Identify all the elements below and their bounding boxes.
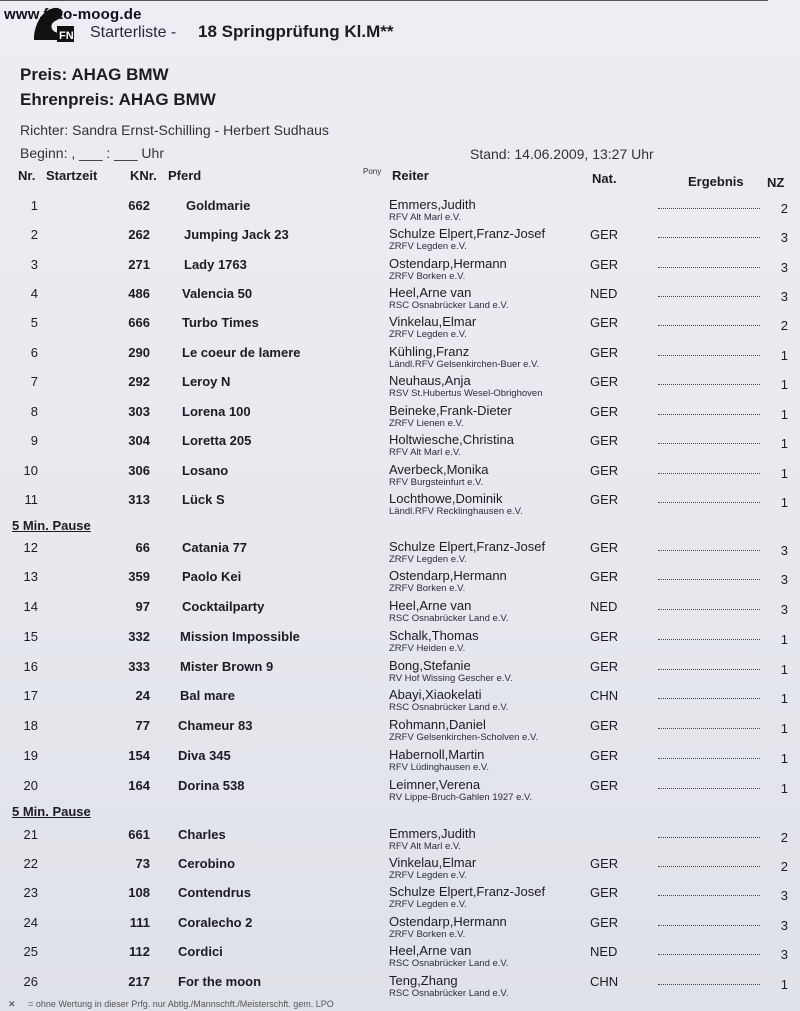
row-nr: 4 xyxy=(30,286,38,301)
row-verein: RFV Alt Marl e.V. xyxy=(389,447,461,458)
row-nat: GER xyxy=(590,540,619,555)
row-reiter: Vinkelau,Elmar xyxy=(389,855,477,870)
row-nr: 1 xyxy=(30,198,38,213)
row-nz: 1 xyxy=(780,495,788,510)
row-verein: ZRFV Lienen e.V. xyxy=(389,418,464,429)
row-knr: 111 xyxy=(129,915,150,930)
row-reiter: Lochthowe,Dominik xyxy=(389,491,503,506)
row-verein: ZRFV Borken e.V. xyxy=(389,583,466,594)
row-nr: 25 xyxy=(23,944,38,959)
col-nat: Nat. xyxy=(592,171,617,186)
row-nat: GER xyxy=(590,463,619,478)
row-nz: 1 xyxy=(780,781,788,796)
row-nat: NED xyxy=(590,286,618,301)
row-nz: 1 xyxy=(780,691,788,706)
row-reiter: Emmers,Judith xyxy=(389,197,476,212)
row-ergebnis-blank xyxy=(658,757,760,759)
row-knr: 292 xyxy=(128,374,150,389)
beginn: Beginn: , ___ : ___ Uhr xyxy=(20,145,164,161)
row-ergebnis-blank xyxy=(658,697,760,699)
row-verein: RFV Burgsteinfurt e.V. xyxy=(389,477,484,488)
table-row xyxy=(0,854,800,884)
row-knr: 333 xyxy=(128,659,150,674)
row-nat: GER xyxy=(590,915,619,930)
row-knr: 217 xyxy=(128,974,150,989)
page-title: 18 Springprüfung Kl.M** xyxy=(198,22,394,41)
table-row xyxy=(0,431,800,461)
table-row xyxy=(0,627,800,657)
row-nz: 3 xyxy=(780,947,788,962)
row-nr: 16 xyxy=(23,659,38,674)
table-row xyxy=(0,686,800,716)
table-row xyxy=(0,776,800,806)
row-verein: ZRFV Borken e.V. xyxy=(389,271,466,282)
row-ergebnis-blank xyxy=(658,295,760,297)
row-reiter: Leimner,Verena xyxy=(389,777,481,792)
row-verein: RSC Osnabrücker Land e.V. xyxy=(389,702,509,713)
row-reiter: Schalk,Thomas xyxy=(389,628,479,643)
row-verein: Ländl.RFV Gelsenkirchen-Buer e.V. xyxy=(389,359,540,370)
row-ergebnis-blank xyxy=(658,894,760,896)
row-ergebnis-blank xyxy=(658,413,760,415)
row-reiter: Ostendarp,Hermann xyxy=(389,914,507,929)
row-pferd: Bal mare xyxy=(180,688,235,703)
row-reiter: Ostendarp,Hermann xyxy=(389,256,507,271)
row-pferd: Chameur 83 xyxy=(178,718,253,733)
col-ergebnis: Ergebnis xyxy=(688,174,744,189)
row-nz: 3 xyxy=(780,543,788,558)
row-nr: 14 xyxy=(23,599,38,614)
row-nr: 3 xyxy=(30,257,38,272)
row-nat: GER xyxy=(590,718,619,733)
row-verein: ZRFV Legden e.V. xyxy=(389,241,467,252)
table-row xyxy=(0,196,800,226)
row-nz: 2 xyxy=(780,830,788,845)
row-reiter: Neuhaus,Anja xyxy=(389,373,471,388)
row-nz: 1 xyxy=(780,721,788,736)
row-pferd: Catania 77 xyxy=(182,540,248,555)
table-row xyxy=(0,538,800,568)
pause-label-2: 5 Min. Pause xyxy=(12,804,91,819)
row-nr: 6 xyxy=(30,345,38,360)
row-nr: 18 xyxy=(23,718,38,733)
row-pferd: Mission Impossible xyxy=(180,629,300,644)
row-nz: 3 xyxy=(780,602,788,617)
row-nz: 3 xyxy=(780,289,788,304)
row-ergebnis-blank xyxy=(658,501,760,503)
row-nz: 1 xyxy=(780,977,788,992)
row-reiter: Vinkelau,Elmar xyxy=(389,314,477,329)
row-reiter: Ostendarp,Hermann xyxy=(389,568,507,583)
row-nr: 10 xyxy=(23,463,38,478)
row-pferd: Loretta 205 xyxy=(182,433,252,448)
row-knr: 662 xyxy=(128,198,150,213)
row-reiter: Schulze Elpert,Franz-Josef xyxy=(389,226,546,241)
row-nat: GER xyxy=(590,569,619,584)
table-row xyxy=(0,313,800,343)
row-ergebnis-blank xyxy=(658,324,760,326)
row-pferd: Jumping Jack 23 xyxy=(184,227,289,242)
row-pferd: Mister Brown 9 xyxy=(180,659,274,674)
row-pferd: Diva 345 xyxy=(178,748,231,763)
row-ergebnis-blank xyxy=(658,549,760,551)
row-nz: 2 xyxy=(780,859,788,874)
row-reiter: Heel,Arne van xyxy=(389,598,472,613)
row-nat: GER xyxy=(590,374,619,389)
table-row xyxy=(0,402,800,432)
row-nz: 1 xyxy=(780,632,788,647)
row-pferd: Goldmarie xyxy=(186,198,251,213)
row-ergebnis-blank xyxy=(658,266,760,268)
row-nr: 20 xyxy=(23,778,38,793)
row-knr: 290 xyxy=(128,345,150,360)
col-pferd: Pferd xyxy=(168,168,202,183)
row-nat: GER xyxy=(590,257,619,272)
row-pferd: Paolo Kei xyxy=(182,569,242,584)
row-pferd: Turbo Times xyxy=(182,315,259,330)
row-nz: 1 xyxy=(780,466,788,481)
row-ergebnis-blank xyxy=(658,787,760,789)
row-knr: 108 xyxy=(128,885,150,900)
row-nr: 13 xyxy=(23,569,38,584)
row-reiter: Kühling,Franz xyxy=(389,344,470,359)
row-nat: GER xyxy=(590,433,619,448)
col-nr: Nr. xyxy=(18,168,36,183)
table-row xyxy=(0,461,800,491)
row-knr: 359 xyxy=(128,569,150,584)
row-ergebnis-blank xyxy=(658,668,760,670)
row-verein: ZRFV Legden e.V. xyxy=(389,554,467,565)
table-row xyxy=(0,255,800,285)
starter-label: Starterliste - xyxy=(90,24,177,41)
row-nr: 24 xyxy=(23,915,38,930)
row-knr: 666 xyxy=(128,315,150,330)
row-nat: GER xyxy=(590,345,619,360)
row-nat: CHN xyxy=(590,974,619,989)
ehrenpreis: Ehrenpreis: AHAG BMW xyxy=(20,90,216,109)
row-nat: GER xyxy=(590,748,619,763)
preis: Preis: AHAG BMW xyxy=(20,65,169,84)
row-nat: GER xyxy=(590,227,619,242)
row-pferd: Valencia 50 xyxy=(182,286,253,301)
row-ergebnis-blank xyxy=(658,608,760,610)
row-pferd: Dorina 538 xyxy=(178,778,245,793)
row-reiter: Heel,Arne van xyxy=(389,943,472,958)
row-nz: 3 xyxy=(780,572,788,587)
row-nr: 12 xyxy=(23,540,38,555)
footer-text: = ohne Wertung in dieser Prfg. nur Abtlg./Mannschft./Meisterschft. gem. LPO xyxy=(28,999,334,1009)
pause-label-1: 5 Min. Pause xyxy=(12,518,91,533)
cross-mark: ✕ xyxy=(8,999,16,1009)
row-reiter: Bong,Stefanie xyxy=(389,658,471,673)
row-verein: ZRFV Borken e.V. xyxy=(389,929,466,940)
col-nz: NZ xyxy=(767,175,785,190)
table-row xyxy=(0,597,800,627)
row-ergebnis-blank xyxy=(658,578,760,580)
row-pferd: Lorena 100 xyxy=(182,404,251,419)
row-nat: GER xyxy=(590,856,619,871)
row-reiter: Averbeck,Monika xyxy=(389,462,489,477)
row-pferd: Cerobino xyxy=(178,856,236,871)
row-reiter: Abayi,Xiaokelati xyxy=(389,687,482,702)
row-pferd: Cordici xyxy=(178,944,223,959)
row-pferd: Lady 1763 xyxy=(184,257,247,272)
row-reiter: Holtwiesche,Christina xyxy=(389,432,514,447)
row-verein: ZRFV Legden e.V. xyxy=(389,899,467,910)
row-knr: 304 xyxy=(128,433,150,448)
row-knr: 73 xyxy=(135,856,150,871)
row-ergebnis-blank xyxy=(658,983,760,985)
row-verein: RSV St.Hubertus Wesel-Obrighoven xyxy=(389,388,543,399)
row-nat: GER xyxy=(590,492,619,507)
row-nr: 8 xyxy=(30,404,38,419)
row-verein: RFV Lüdinghausen e.V. xyxy=(389,762,490,773)
row-nr: 15 xyxy=(23,629,38,644)
row-knr: 306 xyxy=(128,463,150,478)
row-reiter: Teng,Zhang xyxy=(389,973,458,988)
row-reiter: Beineke,Frank-Dieter xyxy=(389,403,512,418)
row-verein: RSC Osnabrücker Land e.V. xyxy=(389,300,509,311)
row-knr: 271 xyxy=(128,257,150,272)
table-row xyxy=(0,883,800,913)
table-row xyxy=(0,825,800,855)
row-knr: 486 xyxy=(128,286,150,301)
row-nz: 3 xyxy=(780,260,788,275)
row-reiter: Rohmann,Daniel xyxy=(389,717,486,732)
row-reiter: Schulze Elpert,Franz-Josef xyxy=(389,539,546,554)
row-nat: NED xyxy=(590,599,618,614)
row-nz: 2 xyxy=(780,318,788,333)
row-nat: GER xyxy=(590,404,619,419)
table-row xyxy=(0,942,800,972)
row-pferd: Charles xyxy=(178,827,226,842)
row-ergebnis-blank xyxy=(658,865,760,867)
row-knr: 77 xyxy=(135,718,150,733)
table-row xyxy=(0,490,800,520)
row-pferd: Contendrus xyxy=(178,885,251,900)
table-row xyxy=(0,343,800,373)
row-verein: RV Hof Wissing Gescher e.V. xyxy=(389,673,513,684)
row-nr: 21 xyxy=(23,827,38,842)
row-reiter: Schulze Elpert,Franz-Josef xyxy=(389,884,546,899)
row-pferd: Le coeur de lamere xyxy=(182,345,301,360)
row-pferd: Lück S xyxy=(182,492,225,507)
row-ergebnis-blank xyxy=(658,383,760,385)
row-knr: 262 xyxy=(128,227,150,242)
row-nz: 3 xyxy=(780,230,788,245)
row-reiter: Heel,Arne van xyxy=(389,285,472,300)
row-knr: 303 xyxy=(128,404,150,419)
row-knr: 154 xyxy=(128,748,150,763)
row-pferd: For the moon xyxy=(178,974,262,989)
table-row xyxy=(0,657,800,687)
row-ergebnis-blank xyxy=(658,924,760,926)
row-nz: 1 xyxy=(780,348,788,363)
row-pferd: Cocktailparty xyxy=(182,599,265,614)
row-nr: 9 xyxy=(30,433,38,448)
row-knr: 332 xyxy=(128,629,150,644)
row-verein: RSC Osnabrücker Land e.V. xyxy=(389,988,509,999)
row-nr: 23 xyxy=(23,885,38,900)
row-nat: NED xyxy=(590,944,618,959)
row-verein: RSC Osnabrücker Land e.V. xyxy=(389,958,509,969)
stand-timestamp: Stand: 14.06.2009, 13:27 Uhr xyxy=(470,146,654,162)
row-knr: 313 xyxy=(128,492,150,507)
row-verein: RV Lippe-Bruch-Gahlen 1927 e.V. xyxy=(389,792,533,803)
row-nr: 17 xyxy=(23,688,38,703)
col-startzeit: Startzeit xyxy=(46,168,98,183)
row-ergebnis-blank xyxy=(658,236,760,238)
row-verein: RFV Alt Marl e.V. xyxy=(389,212,461,223)
row-nr: 5 xyxy=(30,315,38,330)
row-knr: 97 xyxy=(135,599,150,614)
row-ergebnis-blank xyxy=(658,442,760,444)
row-verein: RFV Alt Marl e.V. xyxy=(389,841,461,852)
table-row xyxy=(0,746,800,776)
row-nz: 1 xyxy=(780,436,788,451)
row-reiter: Habernoll,Martin xyxy=(389,747,485,762)
row-ergebnis-blank xyxy=(658,836,760,838)
row-ergebnis-blank xyxy=(658,953,760,955)
row-pferd: Leroy N xyxy=(182,374,231,389)
row-ergebnis-blank xyxy=(658,207,760,209)
row-nr: 7 xyxy=(30,374,38,389)
row-nat: GER xyxy=(590,315,619,330)
row-nr: 2 xyxy=(30,227,38,242)
row-nat: CHN xyxy=(590,688,619,703)
row-verein: Ländl.RFV Recklinghausen e.V. xyxy=(389,506,523,517)
row-nat: GER xyxy=(590,659,619,674)
col-reiter: Reiter xyxy=(392,168,429,183)
header-divider xyxy=(0,0,768,1)
row-nat: GER xyxy=(590,885,619,900)
row-knr: 112 xyxy=(129,944,150,959)
row-ergebnis-blank xyxy=(658,354,760,356)
table-row xyxy=(0,913,800,943)
row-nr: 19 xyxy=(23,748,38,763)
table-row xyxy=(0,225,800,255)
row-knr: 661 xyxy=(128,827,150,842)
watermark: www.foto-moog.de xyxy=(4,6,142,23)
fn-logo-text: FN xyxy=(59,30,74,42)
row-pferd: Losano xyxy=(182,463,229,478)
row-nz: 1 xyxy=(780,407,788,422)
table-row xyxy=(0,972,800,1002)
row-ergebnis-blank xyxy=(658,727,760,729)
row-reiter: Emmers,Judith xyxy=(389,826,476,841)
row-pferd: Coralecho 2 xyxy=(178,915,253,930)
richter: Richter: Sandra Ernst-Schilling - Herbert Sudhaus xyxy=(20,122,329,138)
row-knr: 66 xyxy=(135,540,150,555)
table-row xyxy=(0,372,800,402)
row-nat: GER xyxy=(590,629,619,644)
row-nr: 26 xyxy=(23,974,38,989)
footer-note xyxy=(8,999,334,1010)
row-nz: 1 xyxy=(780,377,788,392)
row-nz: 1 xyxy=(780,662,788,677)
row-knr: 24 xyxy=(135,688,150,703)
row-ergebnis-blank xyxy=(658,472,760,474)
row-nz: 2 xyxy=(780,201,788,216)
row-verein: ZRFV Heiden e.V. xyxy=(389,643,466,654)
row-nz: 3 xyxy=(780,918,788,933)
row-nz: 1 xyxy=(780,751,788,766)
row-ergebnis-blank xyxy=(658,638,760,640)
table-row xyxy=(0,567,800,597)
row-verein: ZRFV Legden e.V. xyxy=(389,329,467,340)
row-nz: 3 xyxy=(780,888,788,903)
row-nat: GER xyxy=(590,778,619,793)
row-verein: ZRFV Gelsenkirchen-Scholven e.V. xyxy=(389,732,539,743)
table-row xyxy=(0,716,800,746)
row-verein: ZRFV Legden e.V. xyxy=(389,870,467,881)
row-nr: 11 xyxy=(24,492,38,507)
col-pony: Pony xyxy=(363,167,382,176)
table-row xyxy=(0,284,800,314)
row-verein: RSC Osnabrücker Land e.V. xyxy=(389,613,509,624)
row-knr: 164 xyxy=(128,778,150,793)
col-knr: KNr. xyxy=(130,168,157,183)
row-nr: 22 xyxy=(23,856,38,871)
